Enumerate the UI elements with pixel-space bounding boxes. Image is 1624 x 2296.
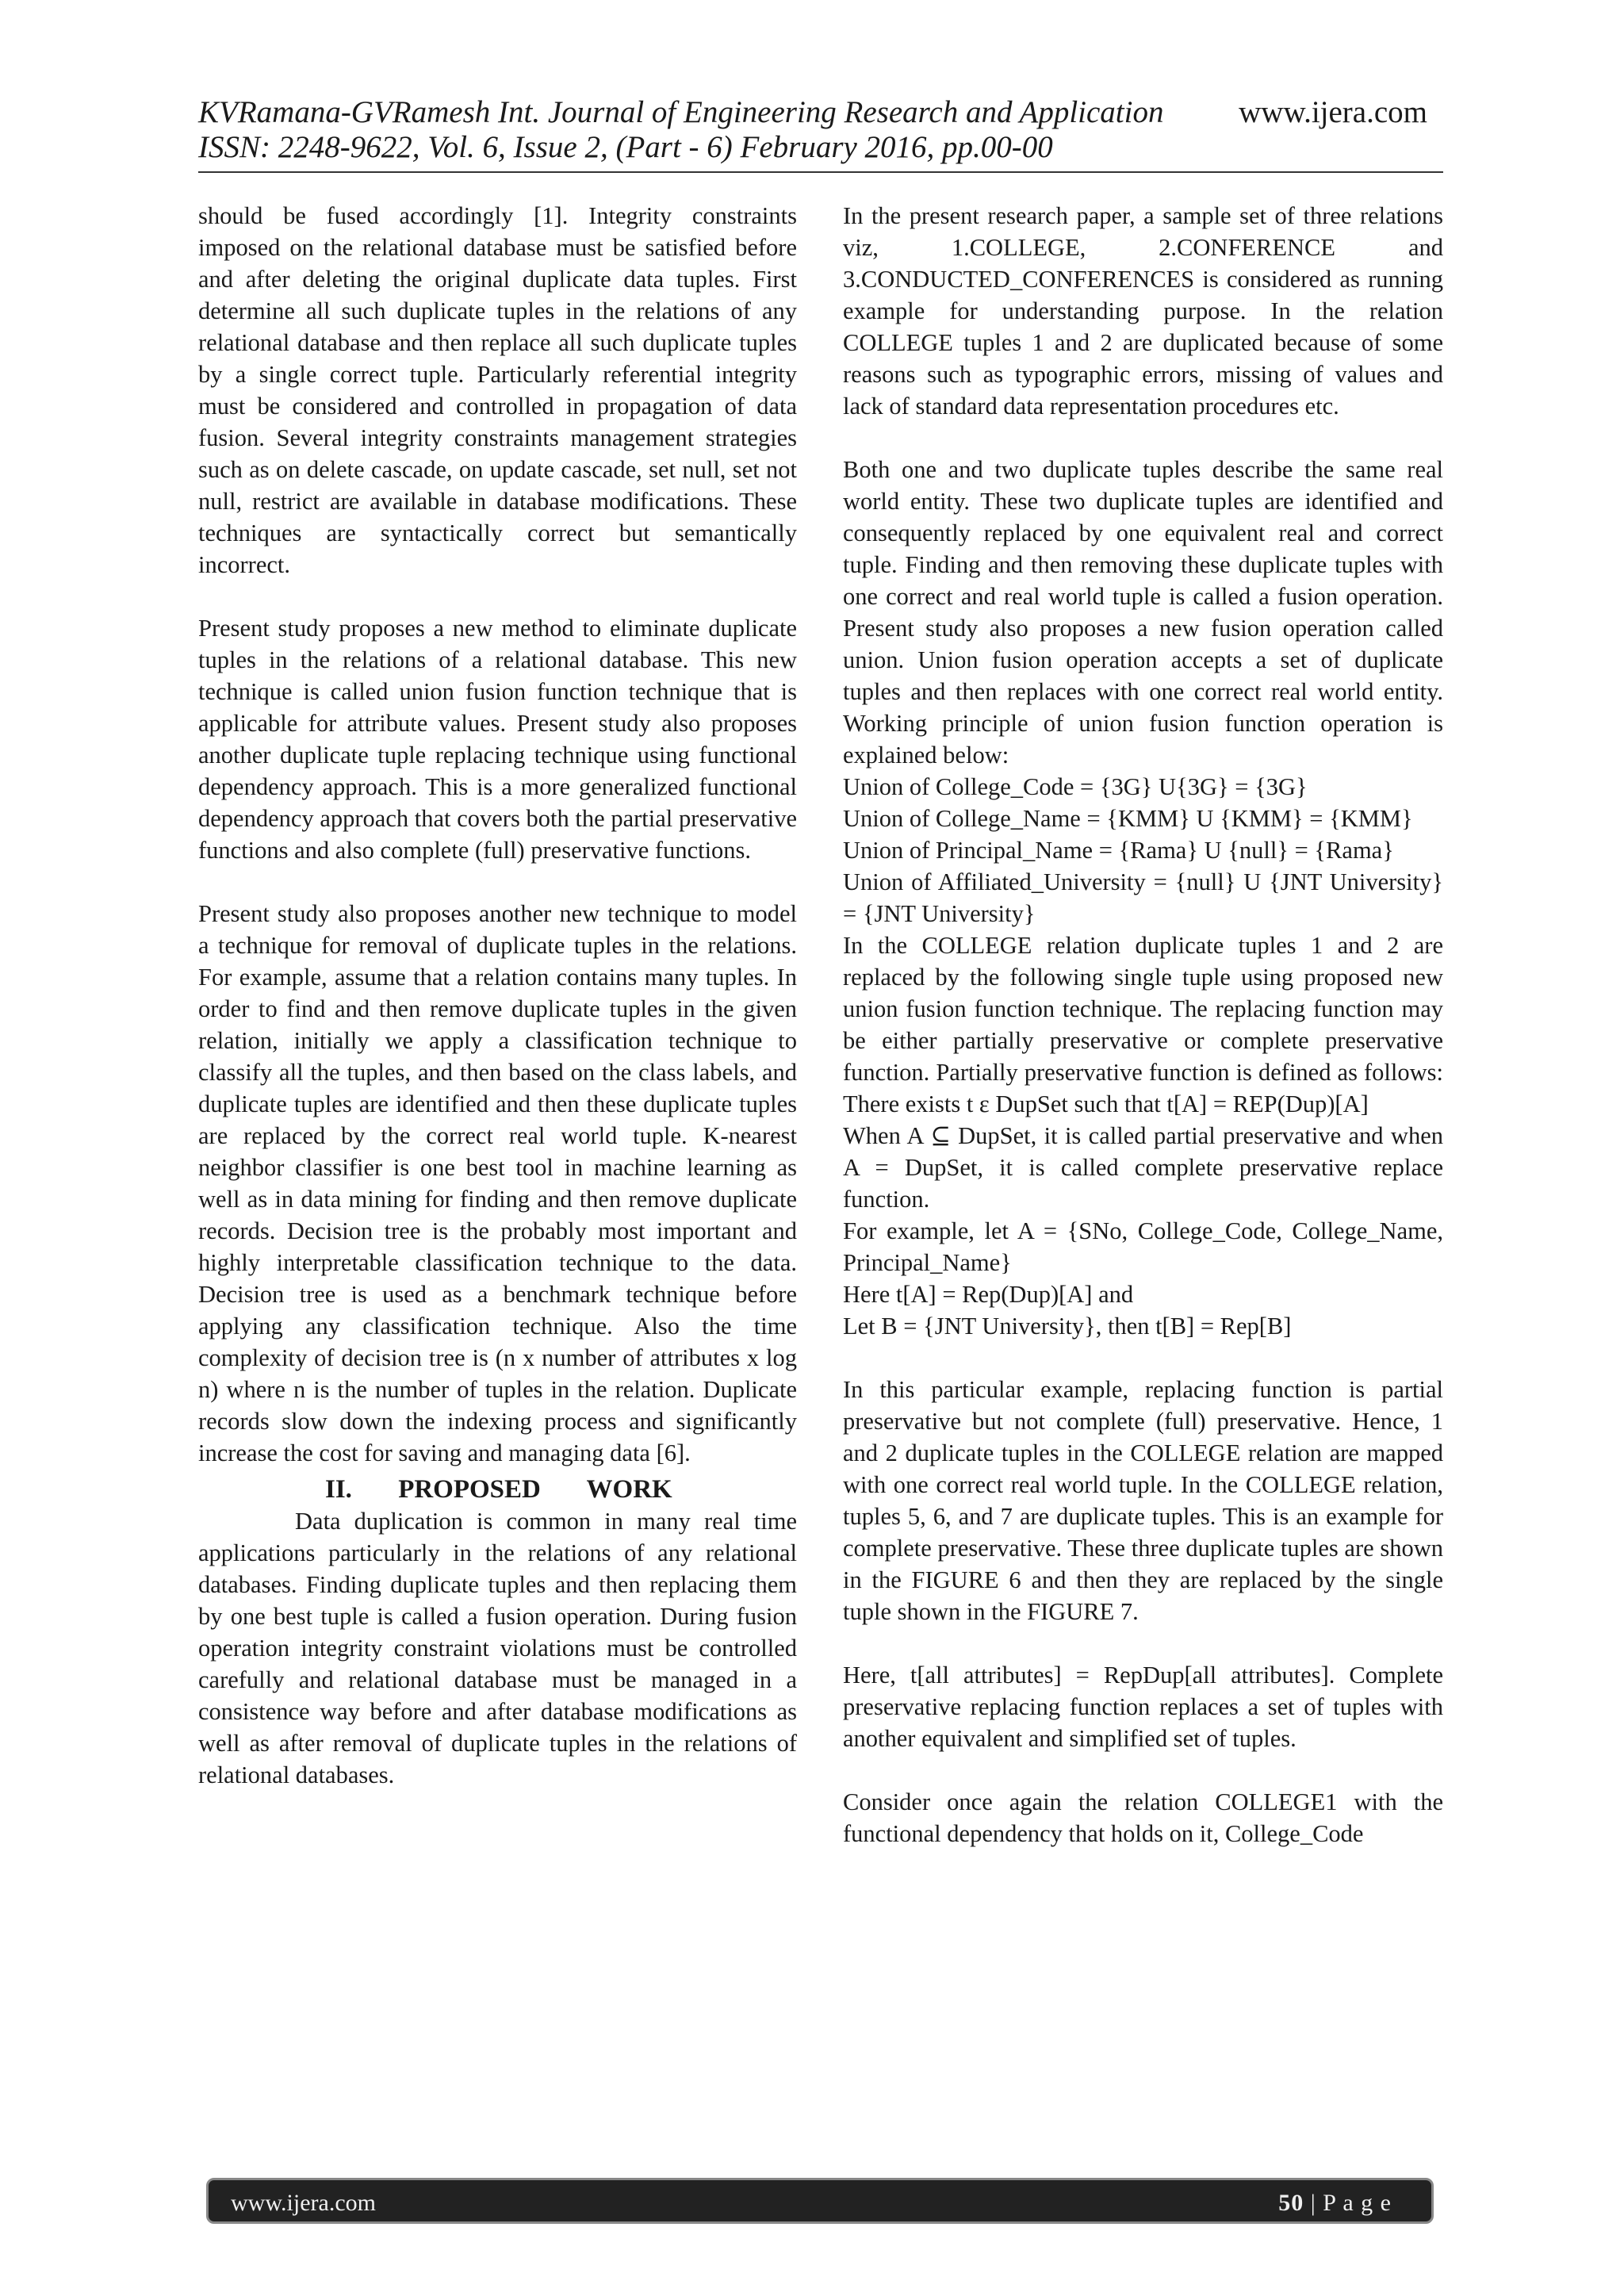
section-heading [198, 1474, 797, 1505]
right-paragraph-1: In the present research paper, a sample set of three relations viz, 1.COLLEGE, 2.CONFERENCE and 3.CONDUCTED_CONFERENCES is considered as running example for understanding purpose. In the relation COLLEGE tuples 1 and 2 are duplicated because of some reasons such as typographic errors, missing of values and lack of standard data representation procedures etc. [843, 202, 1443, 420]
running-header [198, 95, 1245, 165]
page-footer [206, 2178, 1434, 2224]
right-paragraph-3: In the COLLEGE relation duplicate tuples 1 and 2 are replaced by the following single tuple using proposed new union fusion function technique. The replacing function may be either partially preservative or complete preservative function. Partially preservative function is defined as follows: There exists t ε DupSet such that t[A] = REP(Dup)[A] [843, 932, 1443, 1117]
right-column [843, 200, 1443, 1849]
issn-line: ISSN: 2248-9622, Vol. 6, Issue 2, (Part - 6) February 2016, pp.00-00 [198, 130, 1053, 164]
header-divider [198, 171, 1443, 173]
right-paragraph-2: Both one and two duplicate tuples describe the same real world entity. These two duplicate tuples are identified and consequently replaced by one equivalent real and correct tuple. Finding and then removing these duplicate tuples with one correct and real world tuple is called a fusion operation. Present study also proposes a new fusion operation called union. Union fusion operation accepts a set of duplicate tuples and then replaces with one correct real world entity. Working principle of union fusion function operation is explained below: [843, 456, 1443, 769]
right-paragraph-5: For example, let A = {SNo, College_Code, College_Name, Principal_Name} [843, 1217, 1443, 1276]
header-website-link[interactable]: www.ijera.com [1239, 95, 1427, 129]
page-label: | P a g e [1304, 2190, 1392, 2216]
right-paragraph-10: Consider once again the relation COLLEGE1 with the functional dependency that holds on it, College_Code [843, 1788, 1443, 1847]
right-paragraph-6: Here t[A] = Rep(Dup)[A] and [843, 1281, 1134, 1308]
right-paragraph-4: When A ⊆ DupSet, it is called partial preservative and when A = DupSet, it is called complete preservative replace function. [843, 1122, 1443, 1213]
union-principal-name: Union of Principal_Name = {Rama} U {null} = {Rama} [843, 837, 1394, 864]
union-college-code: Union of College_Code = {3G} U{3G} = {3G} [843, 773, 1308, 800]
union-affiliated-university: Union of Affiliated_University = {null} U {JNT University} = {JNT University} [843, 868, 1443, 927]
left-paragraph-1: should be fused accordingly [1]. Integrity constraints imposed on the relational database must be satisfied before and after deleting the original duplicate data tuples. First determine all such duplicate tuples in the relations of any relational database and then replace all such duplicate tuples by a single correct tuple. Particularly referential integrity must be considered and controlled in propagation of data fusion. Several integrity constraints management strategies such as on delete cascade, on update cascade, set null, set not null, restrict are available in database modifications. These techniques are syntactically correct but semantically incorrect. [198, 202, 797, 578]
footer-page-number [1278, 2190, 1392, 2217]
section-number: II. [325, 1475, 352, 1504]
left-paragraph-4: Data duplication is common in many real time applications particularly in the relations of any relational databases. Finding duplicate tuples and then replacing them by one best tuple is called a fusion operation. During fusion operation integrity constraint violations must be controlled carefully and relational database must be managed in a consistence way before and after database modifications as well as after removal of duplicate tuples in the relations of relational databases. [198, 1508, 797, 1788]
right-paragraph-8: In this particular example, replacing function is partial preservative but not complete (full) preservative. Hence, 1 and 2 duplicate tuples in the COLLEGE relation are mapped with one correct real world tuple. In the COLLEGE relation, tuples 5, 6, and 7 are duplicate tuples. This is an example for complete preservative. These three duplicate tuples are shown in the FIGURE 6 and then they are replaced by the single tuple shown in the FIGURE 7. [843, 1376, 1443, 1625]
left-paragraph-2: Present study proposes a new method to eliminate duplicate tuples in the relations of a relational database. This new technique is called union fusion function technique that is applicable for attribute values. Present study also proposes another duplicate tuple replacing technique using functional dependency approach. This is a more generalized functional dependency approach that covers both the partial preservative functions and also complete (full) preservative functions. [198, 615, 797, 864]
right-paragraph-7: Let B = {JNT University}, then t[B] = Rep[B] [843, 1313, 1292, 1340]
section-title: PROPOSED WORK [398, 1475, 672, 1504]
left-column [198, 200, 797, 1791]
page-number: 50 [1278, 2190, 1304, 2216]
union-college-name: Union of College_Name = {KMM} U {KMM} = {KMM} [843, 805, 1413, 832]
footer-website-link[interactable]: www.ijera.com [231, 2190, 376, 2216]
journal-line: KVRamana-GVRamesh Int. Journal of Engineering Research and Application [198, 95, 1164, 129]
left-paragraph-3: Present study also proposes another new technique to model a technique for removal of duplicate tuples in the relations. For example, assume that a relation contains many tuples. In order to find and then remove duplicate tuples in the given relation, initially we apply a classification technique to classify all the tuples, and then based on the class labels, and duplicate tuples are identified and then these duplicate tuples are replaced by the correct real world tuple. K-nearest neighbor classifier is one best tool in machine learning as well as in data mining for finding and then remove duplicate records. Decision tree is the probably most important and highly interpretable classification technique to the data. Decision tree is used as a benchmark technique before applying any classification technique. Also the time complexity of decision tree is (n x number of attributes x log n) where n is the number of tuples in the relation. Duplicate records slow down the indexing process and significantly increase the cost for saving and managing data [6]. [198, 900, 797, 1466]
right-paragraph-9: Here, t[all attributes] = RepDup[all attributes]. Complete preservative replacing function replaces a set of tuples with another equivalent and simplified set of tuples. [843, 1662, 1443, 1752]
